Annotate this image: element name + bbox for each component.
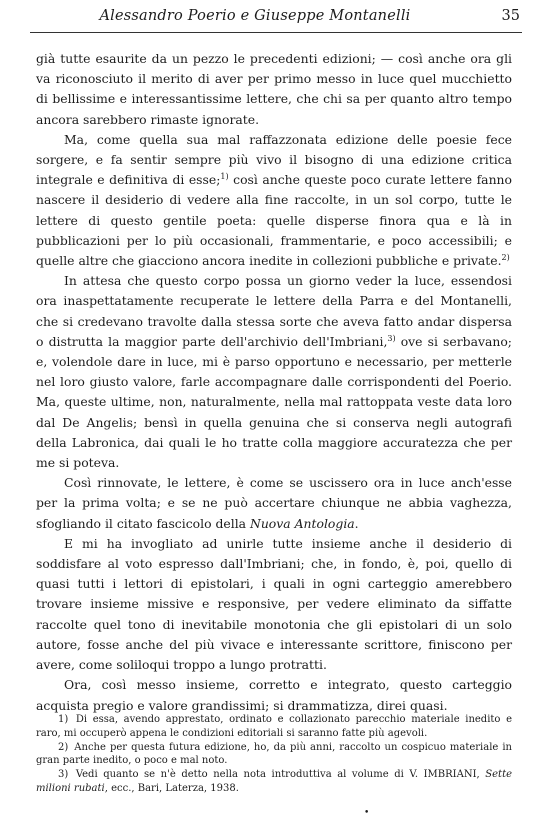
footnotes — [36, 713, 512, 796]
running-head — [30, 5, 520, 31]
footnote-1 — [36, 713, 512, 741]
paragraph-5: E mi ha invogliato ad unirle tutte insieme anche il desiderio di soddisfare al voto espresso dall'Imbriani; che, in fondo, è, poi, quello di quasi tutti i lettori di epistolari, i quali in ogni carteggio amerebbero trovare insieme missive e responsive, per vedere eliminato da siffatte raccolte quel tono di inevitabile monotonia che gli epistolari di un solo autore, fosse anche del più vivace e interessante scrittore, finiscono per avere, come soliloqui troppo a lungo protratti. — [36, 535, 512, 673]
paragraph-3 — [36, 271, 512, 473]
footnote-ref-2: 2) — [501, 252, 510, 262]
footnote-3-author: IMBRIANI — [423, 769, 477, 781]
header-rule — [30, 32, 522, 33]
footnote-2 — [36, 741, 512, 769]
footnote-2-mark: 2) — [58, 741, 69, 753]
paragraph-2-part-b: così anche queste poco curate lettere fanno nascere il desiderio di vedere alla fine raccolte, in un sol corpo, tutte le lettere di questo gentile poeta: quelle disperse finora qua e là in pubblicazioni per lo più occasionali, frammentarie, e poco accessibili; e quelle altre che giacciono ancora inedite in collezioni pubbliche e private. — [36, 172, 512, 269]
page-number: 35 — [501, 8, 520, 24]
paragraph-6: Ora, così messo insieme, corretto e integrato, questo carteggio acquista pregio e valore grandissimi; si drammatizza, direi quasi. — [36, 677, 512, 713]
footnote-3-text-b: , — [476, 769, 486, 781]
paragraph-3-part-a: In attesa che questo corpo possa un giorno veder la luce, essendosi ora inaspettatamente recuperate le lettere della Parra e del Montanelli, che si credevano travolte dalla stessa sorte che aveva fatto andar dispersa o distrutta la maggior parte dell'archivio dell'Imbriani, — [36, 273, 512, 349]
footnote-1-mark: 1) — [58, 714, 69, 725]
running-title: Alessandro Poerio e Giuseppe Montanelli — [99, 8, 411, 24]
paragraph-2 — [36, 130, 512, 271]
footnote-3 — [36, 768, 512, 796]
footnote-3-text-a: Vedi quanto se n'è detto nella nota introduttiva al volume di V. — [75, 769, 424, 781]
footnote-2-text: Anche per questa futura edizione, ho, da più anni, raccolto un cospicuo materiale in gran parte inedito, o poco e mal noto. — [36, 741, 512, 767]
journal-title: Nuova Antologia — [249, 515, 355, 531]
body-text — [36, 49, 512, 716]
footnote-3-book-title: Sette milioni rubati — [36, 769, 513, 794]
paragraph-3-part-b: ove si serbavano; e, volendole dare in luce, mi è parso opportuno e necessario, per metterle nel loro giusto valore, farle accompagnare dalle corrispondenti del Poerio. Ma, queste ultime, non, naturalmente, nella mal rattoppata veste data loro dal De Angelis; bensì in quella genuina che si conserva negli autografi della Labronica, dai quali le ho tratte colla maggiore accuratezza che per me si poteva. — [36, 333, 512, 471]
footnote-1-text: Di essa, avendo apprestato, ordinato e collazionato parecchio materiale inedito e raro, mi occuperò appena le condizioni editoriali si saranno fatte più agevoli. — [36, 714, 512, 739]
footnote-ref-3: 3) — [387, 333, 396, 343]
signature-mark: • — [364, 808, 370, 818]
paragraph-4-part-a: Così rinnovate, le lettere, è come se uscissero ora in luce anch'esse per la prima volta; e se ne può accertare chiunque ne abbia vaghezza, sfogliando il citato fascicolo della — [36, 475, 512, 531]
footnote-3-text-c: , ecc., Bari, Laterza, 1938. — [104, 782, 239, 794]
paragraph-1: già tutte esaurite da un pezzo le precedenti edizioni; — così anche ora gli va riconosciuto il merito di aver per primo messo in luce quel mucchietto di bellissime e interessantissime lettere, che chi sa per quanto altro tempo ancora sarebbero rimaste ignorate. — [36, 51, 512, 127]
paragraph-4-part-b: . — [354, 515, 359, 531]
footnote-3-mark: 3) — [58, 769, 69, 781]
footnote-ref-1: 1) — [220, 172, 229, 182]
paragraph-4 — [36, 473, 512, 534]
paragraph-2-part-a: Ma, come quella sua mal raffazzonata edizione delle poesie fece sorgere, e fa sentir sempre più vivo il bisogno di una edizione critica integrale e definitiva di esse; — [36, 131, 512, 188]
